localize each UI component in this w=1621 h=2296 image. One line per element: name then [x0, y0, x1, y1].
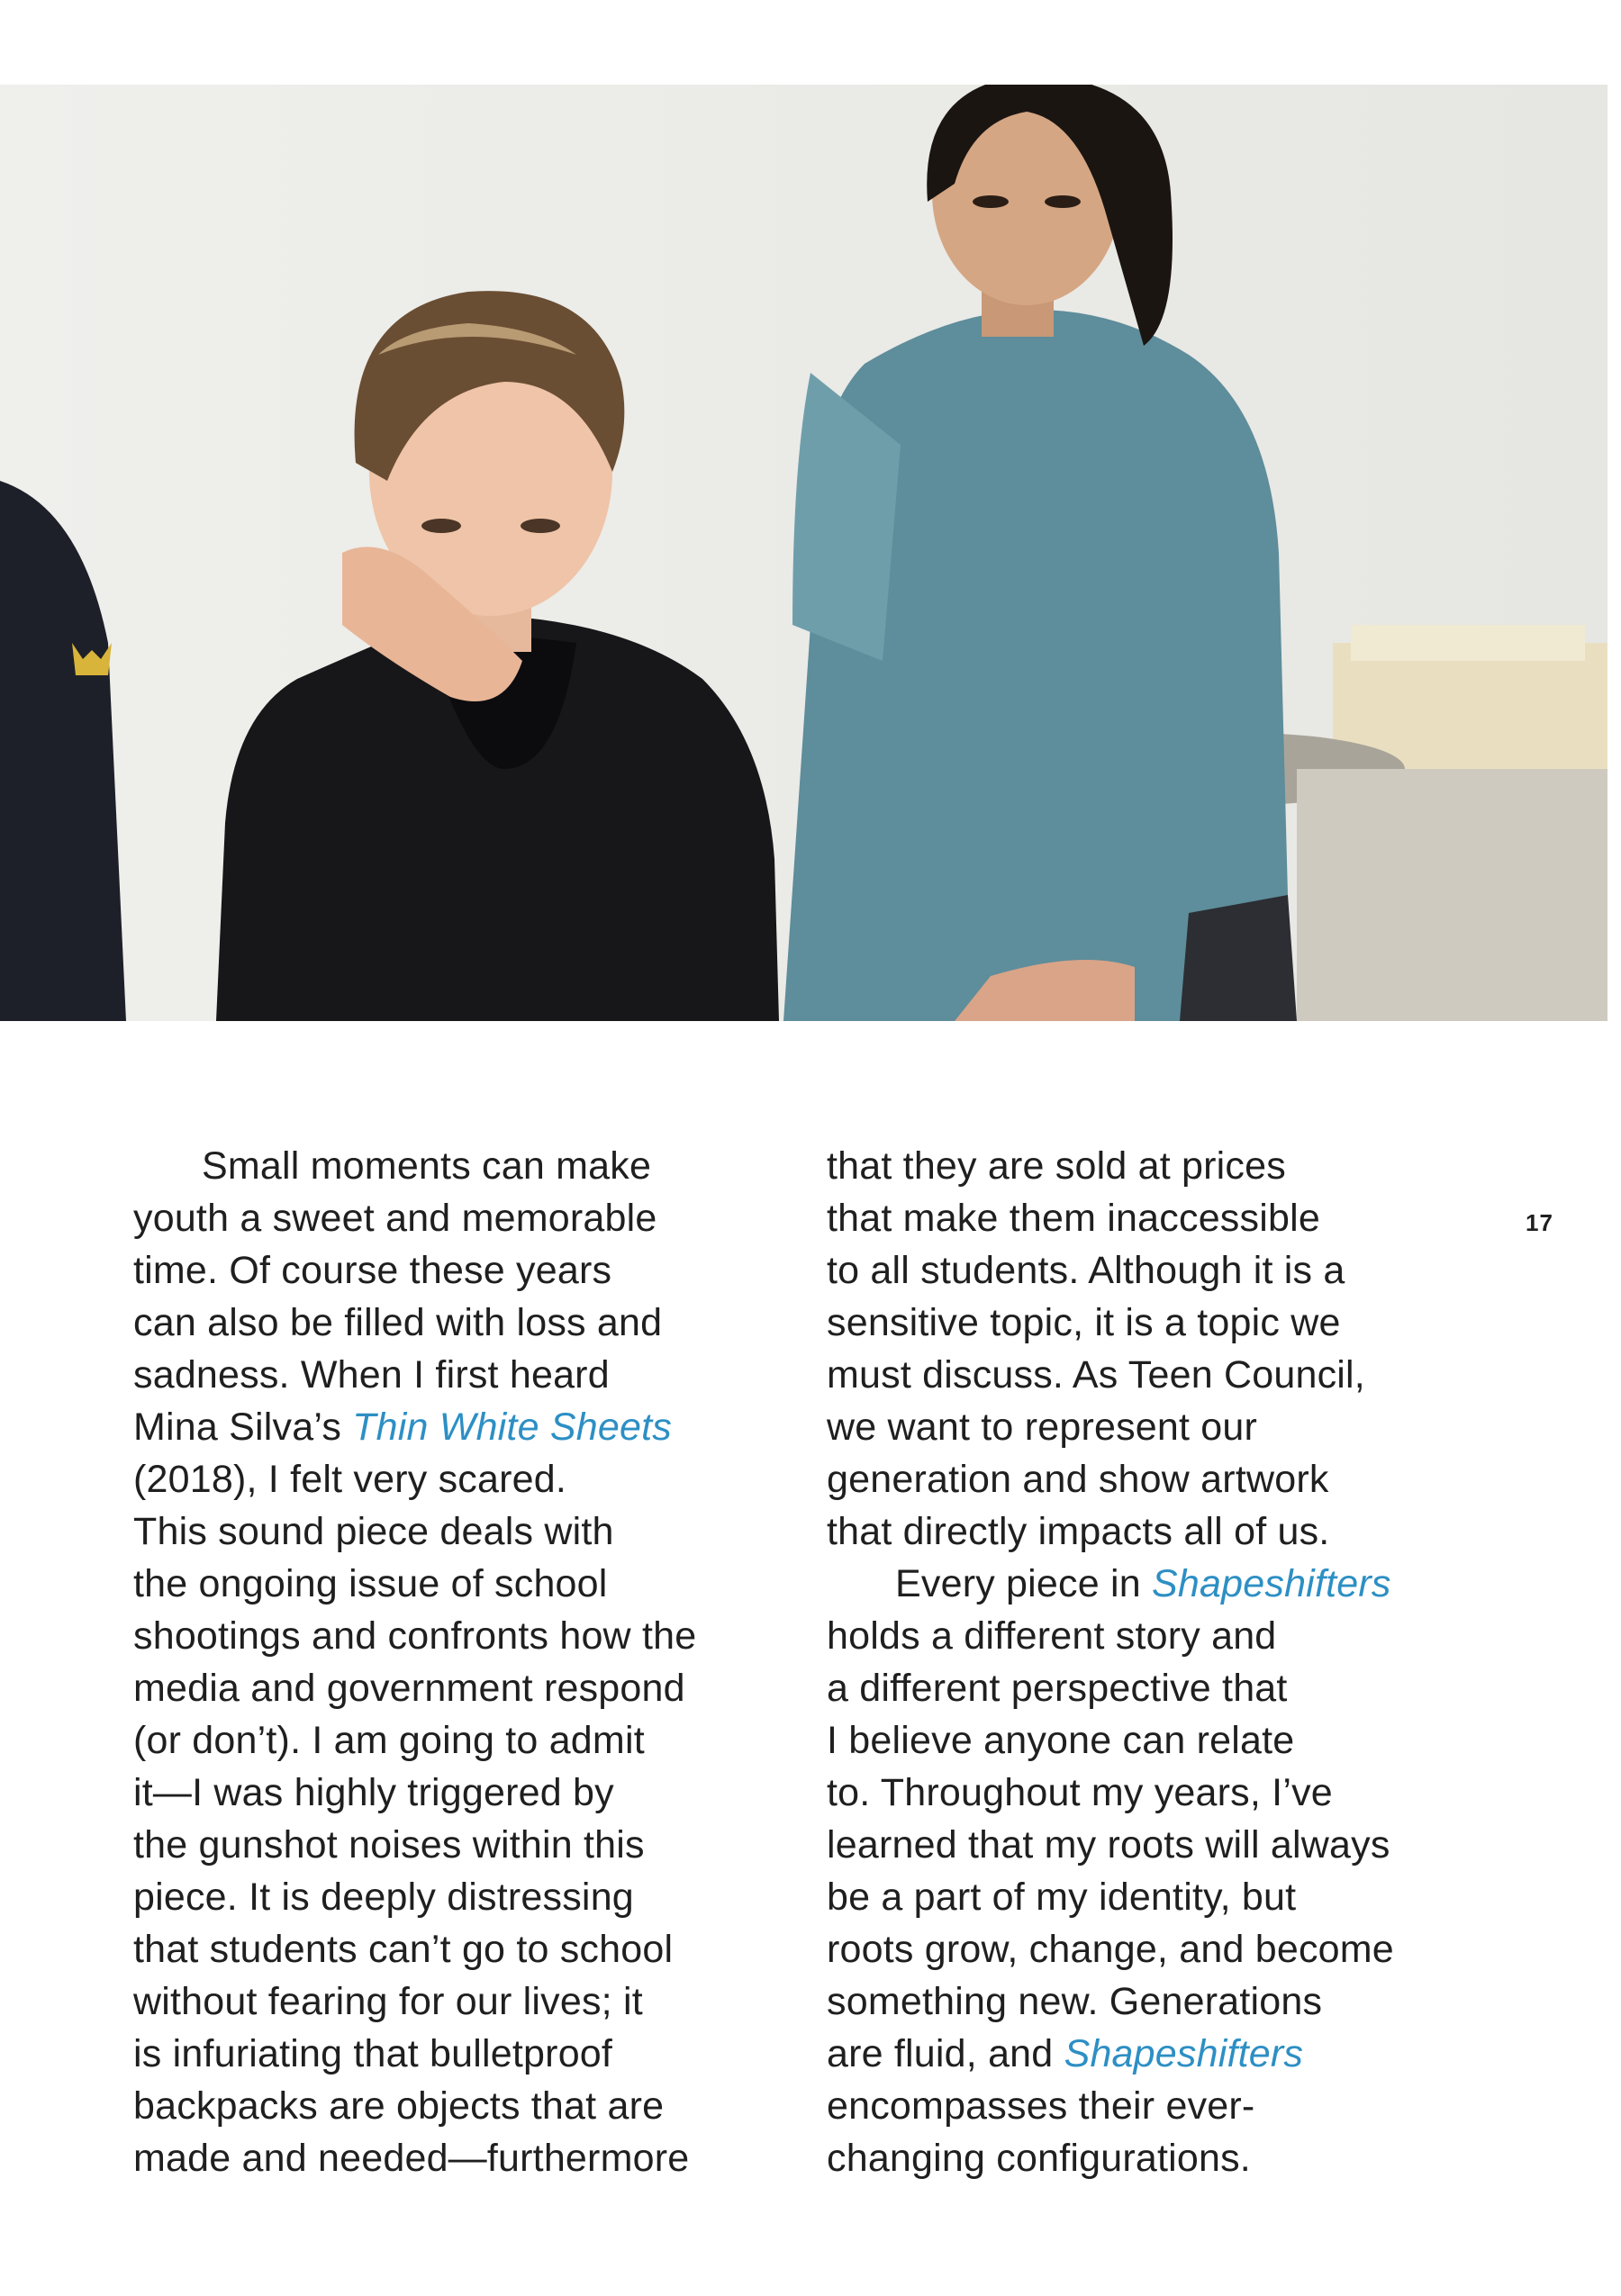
hero-photo — [0, 85, 1607, 1021]
text-line: sadness. When I first heard — [133, 1353, 610, 1397]
text-fragment: Every piece in — [895, 1562, 1153, 1605]
text-line: Small moments can make — [202, 1144, 652, 1188]
text-line — [827, 1558, 1475, 1610]
text-line: can also be filled with loss and — [133, 1301, 663, 1344]
text-line: something new. Generations — [827, 1980, 1323, 2023]
text-line: backpacks are objects that are — [133, 2084, 665, 2128]
text-line: roots grow, change, and become — [827, 1928, 1394, 1971]
text-line: holds a different story and — [827, 1614, 1277, 1658]
text-line — [827, 2028, 1475, 2080]
text-line: must discuss. As Teen Council, — [827, 1353, 1365, 1397]
text-line — [133, 1401, 782, 1453]
text-line: shootings and confronts how the — [133, 1614, 697, 1658]
body-column-left — [133, 1140, 782, 2184]
text-line: sensitive topic, it is a topic we — [827, 1301, 1341, 1344]
text-line: youth a sweet and memorable — [133, 1197, 657, 1240]
text-line: piece. It is deeply distressing — [133, 1876, 634, 1919]
text-line: without fearing for our lives; it — [133, 1980, 643, 2023]
text-line: the gunshot noises within this — [133, 1823, 645, 1867]
text-line: encompasses their ever- — [827, 2084, 1255, 2128]
text-line: learned that my roots will always — [827, 1823, 1390, 1867]
text-line: (or don’t). I am going to admit — [133, 1719, 645, 1762]
text-line: a different perspective that — [827, 1667, 1288, 1710]
text-line: that directly impacts all of us. — [827, 1510, 1330, 1553]
text-line: we want to represent our — [827, 1406, 1258, 1449]
text-line: it—I was highly triggered by — [133, 1771, 614, 1814]
text-fragment: are fluid, and — [827, 2032, 1064, 2075]
text-line: media and government respond — [133, 1667, 685, 1710]
photo-illustration — [0, 85, 1607, 1021]
text-line: be a part of my identity, but — [827, 1876, 1297, 1919]
text-line: that students can’t go to school — [133, 1928, 674, 1971]
page-number: 17 — [1526, 1209, 1553, 1236]
text-line: This sound piece deals with — [133, 1510, 614, 1553]
text-line: to. Throughout my years, I’ve — [827, 1771, 1333, 1814]
text-line: changing configurations. — [827, 2137, 1251, 2180]
text-line: made and needed—furthermore — [133, 2137, 690, 2180]
text-line: is infuriating that bulletproof — [133, 2032, 613, 2075]
exhibition-title: Shapeshifters — [1064, 2032, 1304, 2075]
text-line: that they are sold at prices — [827, 1144, 1286, 1188]
text-line: to all students. Although it is a — [827, 1249, 1345, 1292]
text-line: generation and show artwork — [827, 1458, 1329, 1501]
text-line: the ongoing issue of school — [133, 1562, 608, 1605]
text-line: time. Of course these years — [133, 1249, 612, 1292]
artwork-title: Thin White Sheets — [352, 1406, 672, 1449]
text-line: that make them inaccessible — [827, 1197, 1320, 1240]
text-fragment: Mina Silva’s — [133, 1406, 353, 1449]
body-column-right — [827, 1140, 1475, 2184]
exhibition-title: Shapeshifters — [1152, 1562, 1391, 1605]
text-line: (2018), I felt very scared. — [133, 1458, 566, 1501]
text-line: I believe anyone can relate — [827, 1719, 1295, 1762]
